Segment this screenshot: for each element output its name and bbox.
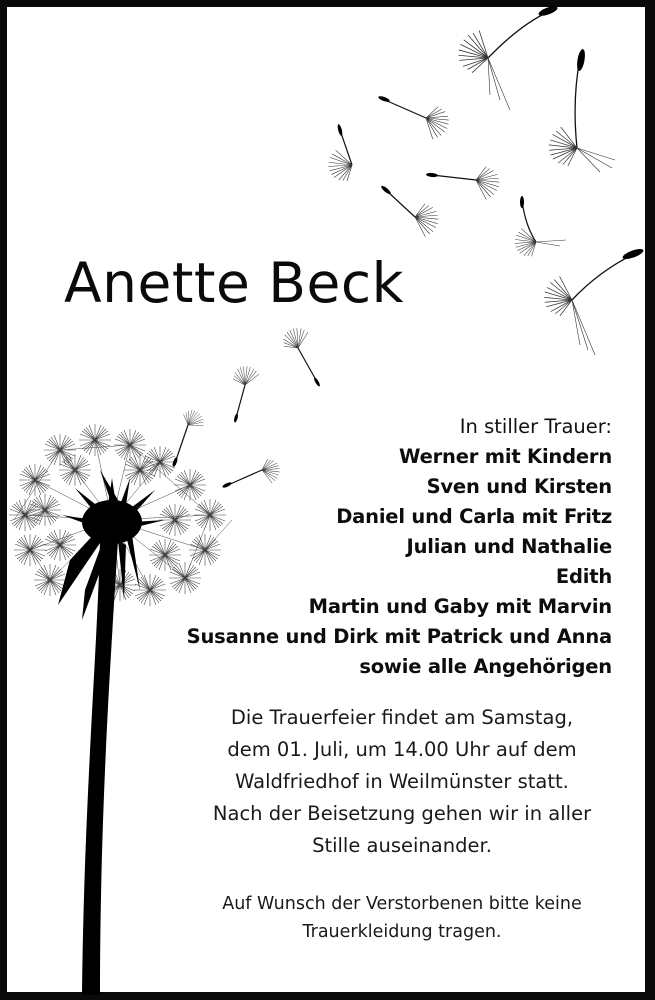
mourner-name: Edith [555, 565, 612, 588]
funeral-info [160, 702, 644, 862]
mourners-block [187, 412, 612, 682]
mourner-name: Werner mit Kindern [398, 445, 612, 468]
funeral-info-line: dem 01. Juli, um 14.00 Uhr auf dem [227, 738, 577, 761]
attire-request-line: Trauerkleidung tragen. [302, 922, 502, 942]
mourner-name: Sven und Kirsten [426, 475, 612, 498]
mourner-name: Martin und Gaby mit Marvin [308, 595, 612, 618]
deceased-name: Anette Beck [64, 251, 404, 315]
mourner-name: sowie alle Angehörigen [359, 655, 612, 678]
attire-request [160, 890, 644, 946]
funeral-info-line: Nach der Beisetzung gehen wir in aller [212, 802, 592, 825]
mourners-intro: In stiller Trauer: [459, 415, 612, 438]
mourner-name: Daniel und Carla mit Fritz [336, 505, 612, 528]
funeral-info-line: Die Trauerfeier findet am Samstag, [230, 706, 574, 729]
funeral-info-line: Stille auseinander. [312, 834, 492, 857]
mourner-name: Susanne und Dirk mit Patrick und Anna [186, 625, 612, 648]
mourner-name: Julian und Nathalie [406, 535, 612, 558]
attire-request-line: Auf Wunsch der Verstorbenen bitte keine [222, 894, 582, 914]
funeral-info-line: Waldfriedhof in Weilmünster statt. [235, 770, 569, 793]
